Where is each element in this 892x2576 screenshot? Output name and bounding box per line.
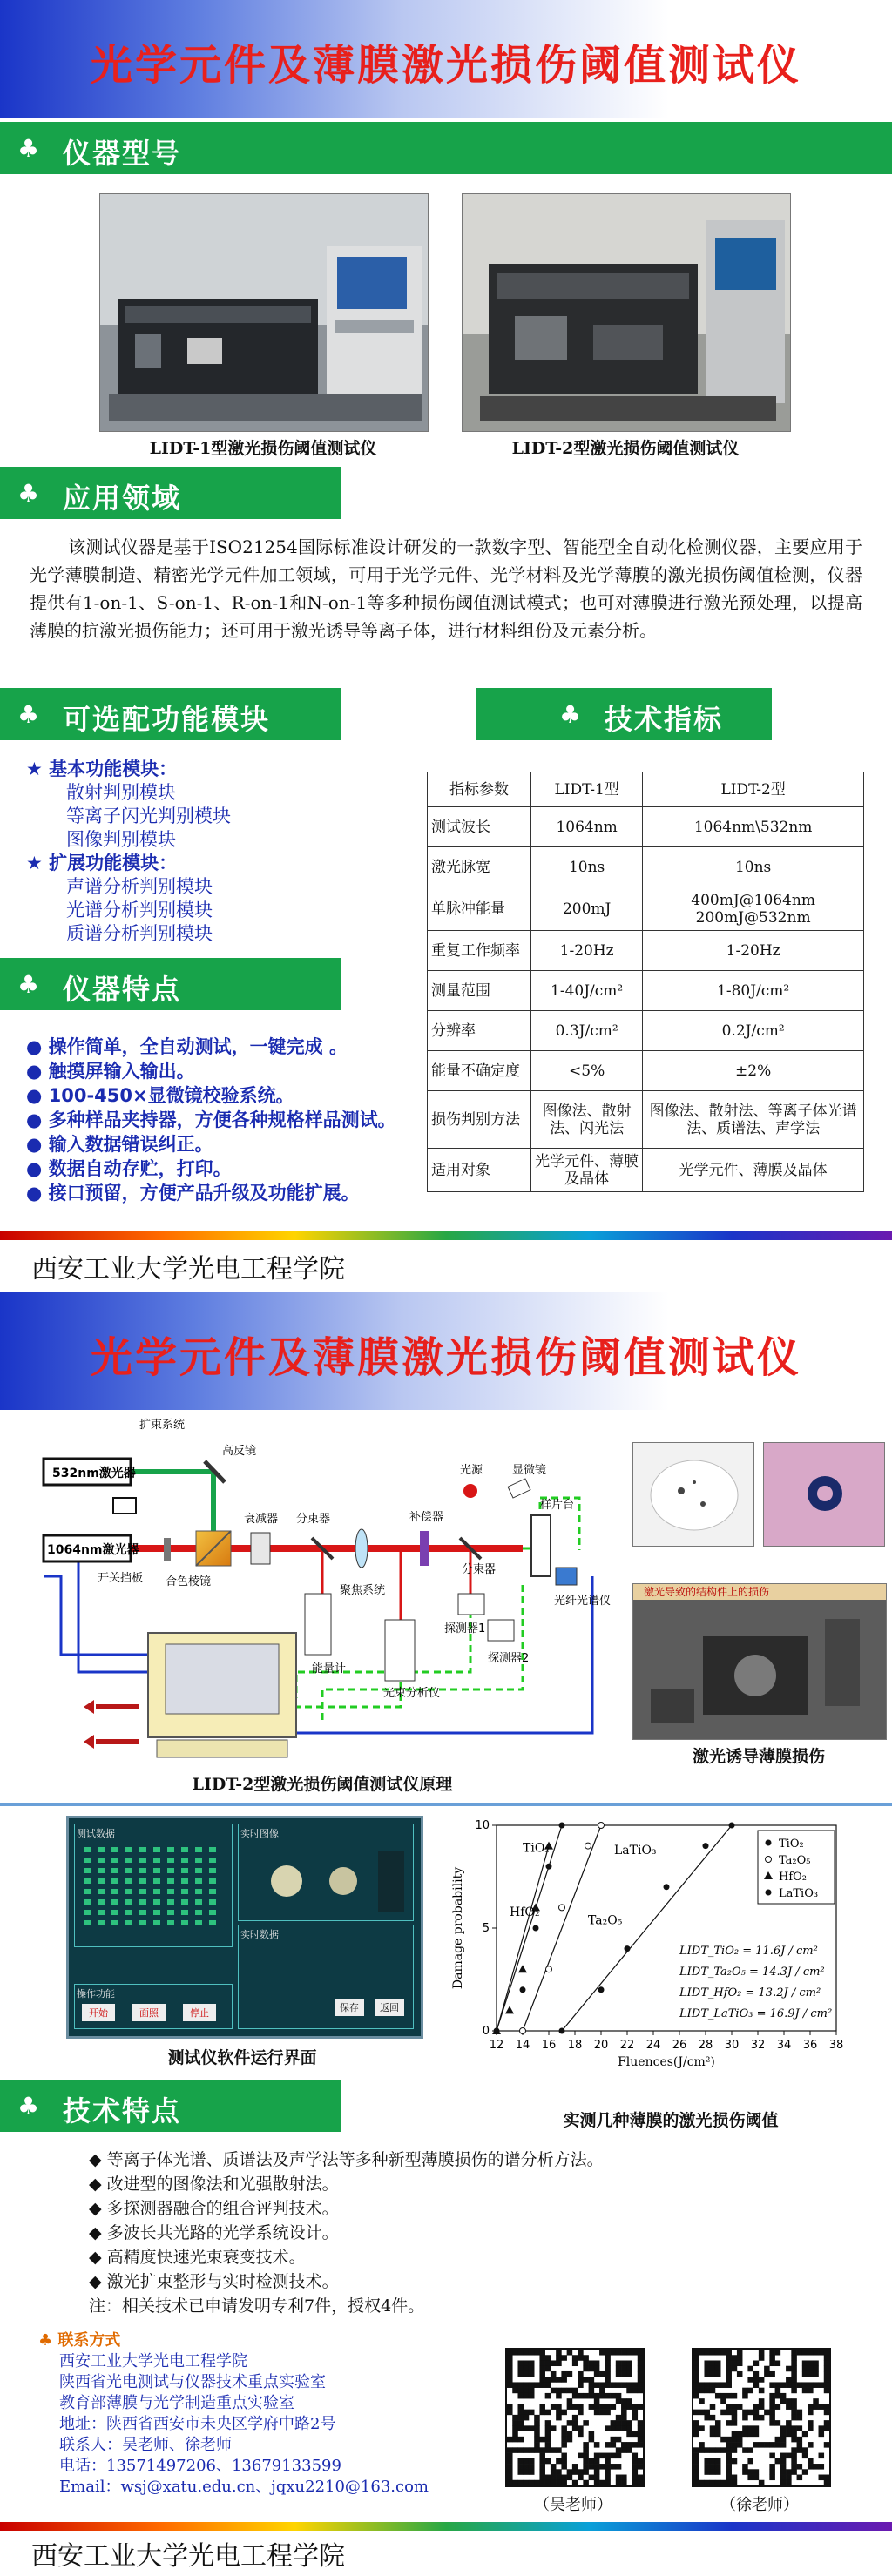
contact-line: 教育部薄膜与光学制造重点实验室 (59, 2394, 294, 2412)
tech-item: ◆ 多波长共光路的光学系统设计。 (89, 2223, 339, 2242)
x-axis-label: Fluences(J/cm²) (618, 2055, 715, 2069)
section-header-application: ♣ 应用领域 (0, 467, 341, 519)
separator (0, 1803, 892, 1806)
svg-text:显微镜: 显微镜 (512, 1464, 547, 1477)
x-tick-label: 24 (645, 2039, 661, 2052)
caption-results: 实测几种薄膜的激光损伤阈值 (563, 2111, 779, 2130)
principle-diagram (35, 1411, 627, 1768)
svg-text:补偿器: 补偿器 (409, 1511, 444, 1524)
feature-item: ● 输入数据错误纠正。 (26, 1134, 213, 1155)
lidt1-instrument-image (100, 194, 428, 431)
legend-label: TiO₂ (779, 1838, 804, 1851)
contact-block (38, 2330, 429, 2498)
section-header-models: ♣ 仪器型号 (0, 122, 892, 174)
legend-marker (766, 1840, 772, 1846)
feature-item: ● 数据自动存贮，打印。 (26, 1158, 232, 1179)
data-point (520, 2028, 526, 2034)
data-point (533, 1925, 539, 1932)
svg-text:聚焦系统: 聚焦系统 (340, 1584, 386, 1597)
svg-text:探测器2: 探测器2 (488, 1652, 530, 1665)
club-icon: ♣ (17, 700, 40, 729)
module-item: 散射判别模块 (66, 782, 176, 803)
feature-item: ● 多种样品夹持器，方便各种规格样品测试。 (26, 1109, 396, 1130)
x-tick-label: 30 (724, 2039, 740, 2052)
data-point (703, 1843, 709, 1849)
series-label: Ta₂O₅ (588, 1913, 623, 1928)
inset-caption: 激光导致的结构件上的损伤 (644, 1586, 770, 1598)
module-item: 等离子闪光判别模块 (66, 806, 231, 826)
modules-list (26, 758, 231, 946)
spec-row: 测量范围 1-40J/cm² 1-80J/cm² (428, 971, 864, 1011)
lidt-annotation: LIDT_LaTiO₃ = 16.9J / cm² (679, 2007, 833, 2020)
lidt-annotation: LIDT_HfO₂ = 13.2J / cm² (679, 1986, 821, 1999)
data-point (520, 1986, 526, 1993)
lidt-chart (443, 1811, 878, 2073)
qr-code-icon (507, 2350, 643, 2485)
photo-lidt2 (462, 193, 791, 432)
divider-rainbow-2 (0, 2522, 892, 2531)
club-icon: ♣ (559, 700, 582, 729)
title-banner-2 (0, 1292, 892, 1410)
spec-header-row: 指标参数 LIDT-1型 LIDT-2型 (428, 772, 864, 807)
svg-text:1064nm激光器: 1064nm激光器 (47, 1543, 139, 1557)
x-tick-label: 16 (541, 2039, 557, 2052)
caption-software: 测试仪软件运行界面 (167, 2048, 317, 2067)
application-text: 该测试仪器是基于ISO21254国际标准设计研发的一款数字型、智能型全自动化检测仪器，主要应用于光学薄膜制造、精密光学元件加工领域，可用于光学元件、光学材料及光学薄膜的激光损伤阈值检测，仪器提供有1-on-1、S-on-1、R-on-1和N-on-1等多种损伤阈值测试模式；也可对薄膜进行激光预处理，以提高薄膜的抗激光损伤能力；还可用于激光诱导等离子体，进行材料组份及元素分析。 (30, 536, 862, 641)
tech-item: ◆ 高精度快速光束衰变技术。 (89, 2248, 306, 2267)
lidt-annotation: LIDT_Ta₂O₅ = 14.3J / cm² (679, 1966, 825, 1979)
spec-row: 适用对象 光学元件、薄膜及晶体 光学元件、薄膜及晶体 (428, 1149, 864, 1192)
damage-image-3 (632, 1583, 887, 1740)
feature-item: ● 操作简单，全自动测试，一键完成 。 (26, 1036, 348, 1057)
y-tick-label: 10 (475, 1819, 490, 1832)
svg-text:高反镜: 高反镜 (222, 1445, 257, 1458)
damage-image-1 (632, 1442, 754, 1547)
qr-caption-xu: （徐老师） (720, 2496, 799, 2514)
series-label: LaTiO₃ (614, 1844, 657, 1858)
x-tick-label: 26 (672, 2039, 687, 2052)
divider-rainbow (0, 1231, 892, 1240)
qr-code-xu[interactable] (692, 2348, 831, 2487)
sw-photo-button[interactable]: 面照 (132, 2004, 166, 2021)
data-point (518, 1965, 527, 1972)
footer-school-2: 西安工业大学光电工程学院 (31, 2541, 345, 2572)
feature-item: ● 触摸屏输入输出。 (26, 1061, 195, 1082)
data-point (625, 1945, 631, 1952)
x-tick-label: 36 (802, 2039, 818, 2052)
contact-line: 陕西省光电测试与仪器技术重点实验室 (59, 2373, 326, 2391)
x-tick-label: 18 (567, 2039, 583, 2052)
footer-school: 西安工业大学光电工程学院 (31, 1254, 345, 1285)
spec-row: 重复工作频率 1-20Hz 1-20Hz (428, 931, 864, 971)
data-point (505, 2006, 514, 2013)
data-point (598, 1986, 605, 1993)
sw-panel-image: 实时图像 (238, 1824, 414, 1921)
module-item: 图像判别模块 (66, 829, 176, 850)
section-header-features: ♣ 仪器特点 (0, 958, 341, 1010)
svg-text:扩束系统: 扩束系统 (139, 1419, 186, 1432)
y-tick-label: 5 (482, 1922, 490, 1935)
club-icon: ♣ (17, 2092, 40, 2121)
tech-item: ◆ 多探测器融合的组合评判技术。 (89, 2199, 339, 2218)
data-point (546, 1966, 552, 1972)
features-list (26, 1035, 396, 1205)
feature-item: ● 接口预留，方便产品升级及功能扩展。 (26, 1183, 360, 1204)
legend-marker (766, 1857, 772, 1863)
damage-image-2 (763, 1442, 885, 1547)
spec-table (427, 772, 864, 1192)
module-item: 声谱分析判别模块 (66, 876, 213, 897)
data-point (598, 1823, 605, 1829)
section-header-tech: ♣ 技术特点 (0, 2080, 341, 2132)
club-icon: ♣ (17, 479, 40, 508)
legend-label: Ta₂O₅ (779, 1854, 811, 1867)
x-tick-label: 38 (828, 2039, 844, 2052)
svg-text:能量计: 能量计 (312, 1662, 347, 1676)
lidt-annotation: LIDT_TiO₂ = 11.6J / cm² (679, 1945, 818, 1958)
section-header-modules: ♣ 可选配功能模块 (0, 688, 341, 740)
contact-line: 联系人：吴老师、徐老师 (59, 2436, 232, 2454)
spec-row: 测试波长 1064nm 1064nm\532nm (428, 807, 864, 847)
sw-panel-ops: 操作功能 开始 面照 停止 (74, 1984, 233, 2029)
svg-text:光源: 光源 (460, 1464, 483, 1477)
tech-note: 注：相关技术已申请发明专利7件，授权4件。 (89, 2296, 425, 2316)
legend-label: LaTiO₃ (779, 1887, 819, 1900)
page-title: 光学元件及薄膜激光损伤阈值测试仪 (90, 41, 801, 90)
data-point (559, 1905, 565, 1911)
spec-row: 单脉冲能量 200mJ 400mJ@1064nm 200mJ@532nm (428, 887, 864, 931)
module-item: 光谱分析判别模块 (66, 900, 213, 920)
feature-item: ● 100-450×显微镜校验系统。 (26, 1085, 294, 1106)
svg-text:合色棱镜: 合色棱镜 (166, 1575, 212, 1588)
qr-code-icon (693, 2350, 829, 2485)
spec-row: 损伤判别方法 图像法、散射法、闪光法 图像法、散射法、等离子体光谱法、质谱法、声学法 (428, 1091, 864, 1149)
svg-text:探测器1: 探测器1 (444, 1622, 486, 1635)
x-tick-label: 20 (593, 2039, 609, 2052)
section-header-specs: ♣ 技术指标 (476, 688, 772, 740)
basic-modules-heading: ★ 基本功能模块： (26, 759, 178, 779)
caption-principle: LIDT-2型激光损伤阈值测试仪原理 (192, 1775, 453, 1794)
y-axis-label: Damage probability (451, 1866, 465, 1990)
sw-grid (75, 1842, 232, 1938)
tech-item: ◆ 等离子体光谱、质谱法及声学法等多种新型薄膜损伤的谱分析方法。 (89, 2150, 604, 2169)
club-icon: ♣ (17, 134, 40, 163)
spec-row: 分辨率 0.3J/cm² 0.2J/cm² (428, 1011, 864, 1051)
legend-marker (766, 1890, 772, 1896)
x-tick-label: 28 (698, 2039, 713, 2052)
lidt2-instrument-image (463, 194, 790, 431)
svg-text:光纤光谱仪: 光纤光谱仪 (554, 1595, 612, 1608)
legend-label: HfO₂ (779, 1871, 808, 1884)
series-label: HfO₂ (510, 1905, 540, 1919)
svg-text:分束器: 分束器 (296, 1513, 331, 1526)
caption-lidt2: LIDT-2型激光损伤阈值测试仪 (511, 439, 740, 458)
sw-panel-realtime: 实时数据 保存 返回 (238, 1925, 414, 2029)
sw-start-button[interactable]: 开始 (82, 2004, 115, 2021)
x-tick-label: 22 (619, 2039, 635, 2052)
svg-text:样片台: 样片台 (540, 1499, 575, 1512)
series-label: TiO₂ (523, 1841, 550, 1856)
contact-line: 地址：陕西省西安市未央区学府中路2号 (59, 2415, 336, 2433)
contact-email[interactable]: Email：wsj@xatu.edu.cn、jqxu2210@163.com (59, 2478, 429, 2496)
contact-line: 西安工业大学光电工程学院 (59, 2352, 247, 2370)
tech-item: ◆ 改进型的图像法和光强散射法。 (89, 2175, 339, 2194)
spec-row: 激光脉宽 10ns 10ns (428, 847, 864, 887)
data-point (559, 1823, 565, 1829)
data-point (559, 2028, 565, 2034)
data-point (729, 1823, 735, 1829)
spec-row: 能量不确定度 <5% ±2% (428, 1051, 864, 1091)
svg-text:532nm激光器: 532nm激光器 (52, 1467, 136, 1480)
qr-code-wu[interactable] (505, 2348, 645, 2487)
club-icon: ♣ (17, 970, 40, 999)
page-title-2: 光学元件及薄膜激光损伤阈值测试仪 (90, 1333, 801, 1382)
ext-modules-heading: ★ 扩展功能模块： (26, 853, 178, 873)
title-banner (0, 0, 892, 118)
data-point (585, 1843, 591, 1849)
sw-stop-button[interactable]: 停止 (183, 2004, 216, 2021)
caption-damage: 激光诱导薄膜损伤 (692, 1747, 825, 1766)
qr-caption-wu: （吴老师） (534, 2496, 612, 2514)
x-tick-label: 14 (515, 2039, 530, 2052)
sw-save-button[interactable]: 保存 (334, 1999, 364, 2016)
svg-text:衰减器: 衰减器 (244, 1513, 279, 1526)
tech-item: ◆ 激光扩束整形与实时检测技术。 (89, 2272, 339, 2291)
sw-panel-data: 测试数据 (74, 1824, 233, 1947)
series-line (497, 1846, 549, 2031)
svg-text:开关挡板: 开关挡板 (98, 1572, 144, 1585)
module-item: 质谱分析判别模块 (66, 923, 213, 944)
x-tick-label: 12 (489, 2039, 504, 2052)
x-tick-label: 32 (750, 2039, 766, 2052)
series-line (497, 1825, 562, 2031)
software-screenshot (66, 1816, 423, 2039)
svg-text:分束器: 分束器 (462, 1563, 497, 1576)
caption-lidt1: LIDT-1型激光损伤阈值测试仪 (149, 439, 377, 458)
x-tick-label: 34 (776, 2039, 792, 2052)
data-point (664, 1884, 670, 1890)
y-tick-label: 0 (482, 2025, 490, 2038)
tech-features-list (89, 2148, 604, 2318)
svg-text:光束分析仪: 光束分析仪 (383, 1687, 441, 1700)
contact-heading: ♣ 联系方式 (38, 2331, 121, 2350)
contact-line: 电话：13571497206、13679133599 (59, 2457, 341, 2475)
photo-lidt1 (99, 193, 429, 432)
data-point (546, 1864, 552, 1870)
sw-back-button[interactable]: 返回 (375, 1999, 404, 2016)
